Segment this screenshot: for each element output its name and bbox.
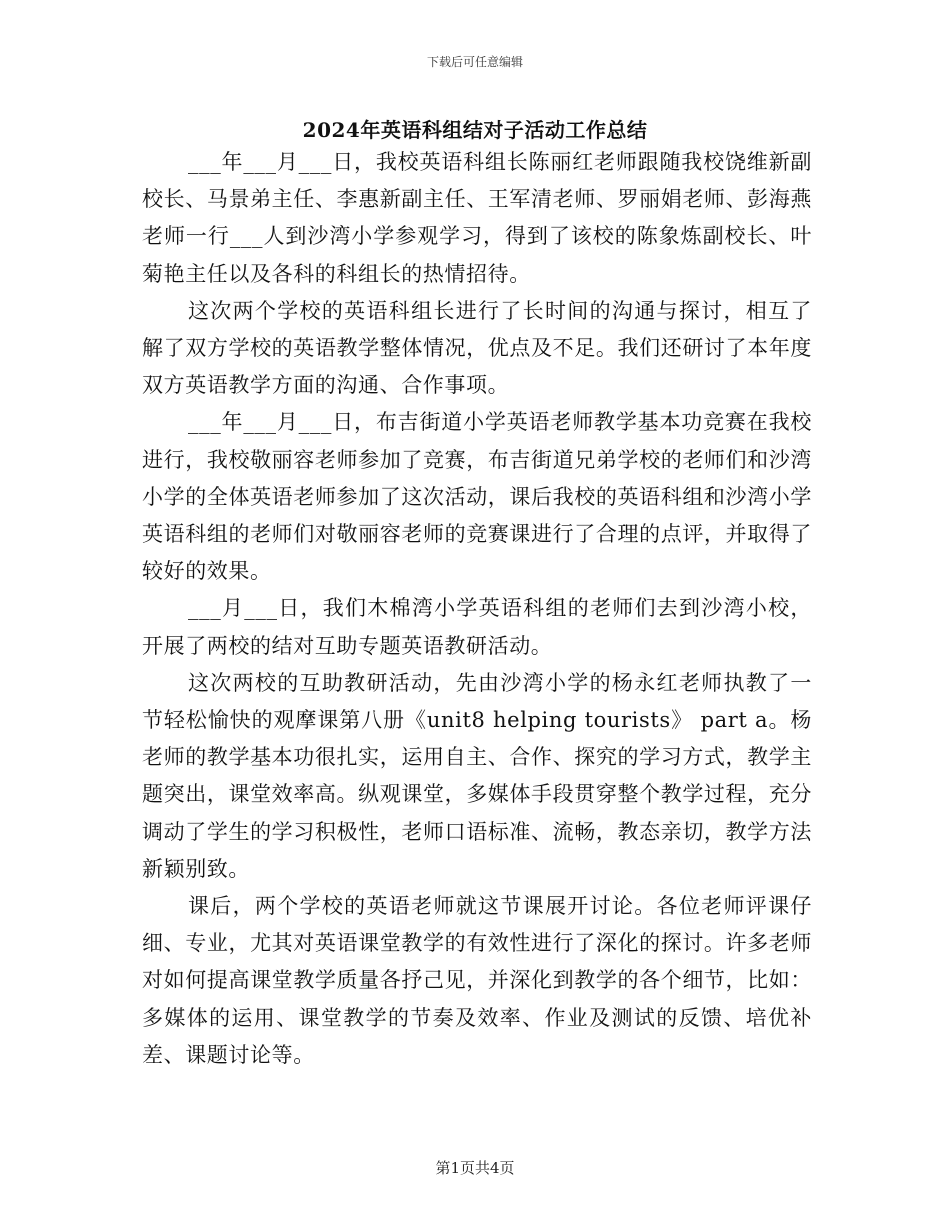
page-number: 第1页共4页 bbox=[435, 1159, 515, 1177]
header-note: 下载后可任意编辑 bbox=[426, 55, 523, 69]
paragraph: ___年___月___日，我校英语科组长陈丽红老师跟随我校饶维新副校长、马景弟主任、李惠新副主任、王军清老师、罗丽娟老师、彭海燕老师一行___人到沙湾小学参观学习，得到了该校的陈象炼副校长、叶菊艳主任以及各科的科组长的热情招待。 bbox=[142, 150, 812, 286]
paragraph: 课后，两个学校的英语老师就这节课展开讨论。各位老师评课仔细、专业，尤其对英语课堂教学的有效性进行了深化的探讨。许多老师对如何提高课堂教学质量各抒己见，并深化到教学的各个细节，比如：多媒体的运用、课堂教学的节奏及效率、作业及测试的反馈、培优补差、课题讨论等。 bbox=[142, 894, 812, 1067]
paragraph: 这次两校的互助教研活动，先由沙湾小学的杨永红老师执教了一节轻松愉快的观摩课第八册《unit8 helping tourists》 part a。杨老师的教学基本功很扎实，运用自主、合作、探究的学习方式，教学主题突出，课堂效率高。纵观课堂，多媒体手段贯穿整个教学过程，充分调动了学生的学习积极性，老师口语标准、流畅，教态亲切，教学方法新颖别致。 bbox=[142, 670, 812, 881]
document-body bbox=[142, 144, 812, 1074]
paragraph: ___月___日，我们木棉湾小学英语科组的老师们去到沙湾小校，开展了两校的结对互助专题英语教研活动。 bbox=[142, 596, 812, 658]
document-title: 2024年英语科组结对子活动工作总结 bbox=[302, 118, 648, 142]
paragraph: 这次两个学校的英语科组长进行了长时间的沟通与探讨，相互了解了双方学校的英语教学整体情况，优点及不足。我们还研讨了本年度双方英语教学方面的沟通、合作事项。 bbox=[142, 298, 812, 398]
paragraph: ___年___月___日，布吉街道小学英语老师教学基本功竞赛在我校进行，我校敬丽容老师参加了竞赛，布吉街道兄弟学校的老师们和沙湾小学的全体英语老师参加了这次活动，课后我校的英语科组和沙湾小学英语科组的老师们对敬丽容老师的竞赛课进行了合理的点评，并取得了较好的效果。 bbox=[142, 410, 812, 584]
